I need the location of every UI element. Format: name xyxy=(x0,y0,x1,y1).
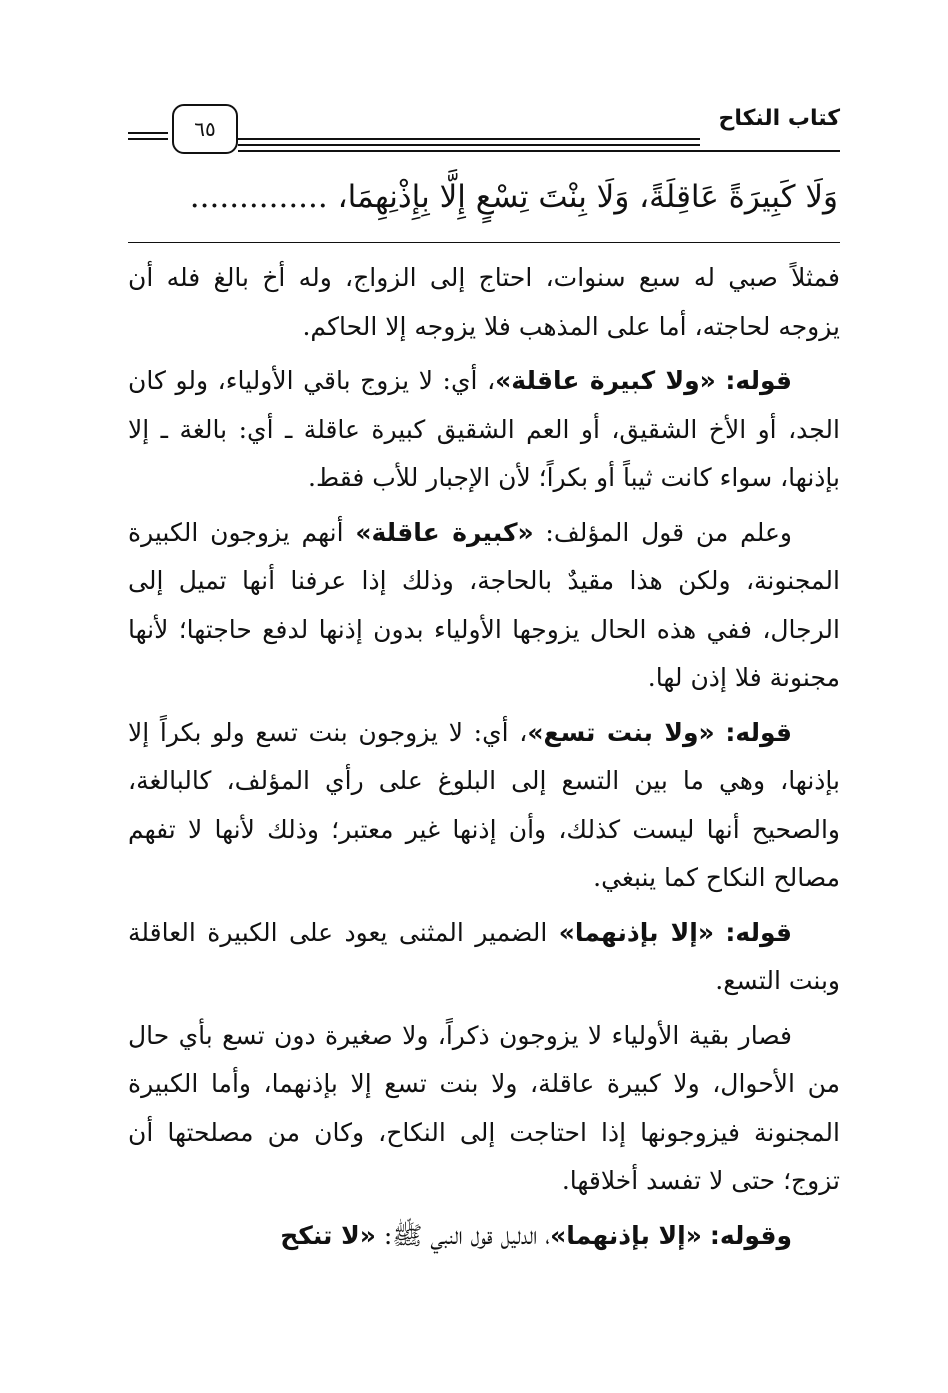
paragraph-6 xyxy=(128,1012,840,1206)
paragraph-4 xyxy=(128,709,840,903)
header-rule-middle xyxy=(238,144,700,146)
quoted-matn: «كبيرة عاقلة» xyxy=(355,517,534,547)
header-rule-bottom xyxy=(238,150,840,152)
paragraph-text: فمثلاً صبي له سبع سنوات، احتاج إلى الزواج، وله أخ بالغ فله أن يزوجه لحاجته، أما على المذهب فلا يزوجه إلا الحاكم. xyxy=(128,263,840,341)
matn-text: وَلَا كَبِيرَةً عَاقِلَةً، وَلَا بِنْتَ تِسْعٍ إِلَّا بِإِذْنِهِمَا، .............. xyxy=(189,179,838,215)
paragraph-text: ، الدليل قول النبي ﷺ: xyxy=(375,1220,551,1250)
header-rule-left-2 xyxy=(128,138,168,140)
matn-separator xyxy=(128,242,840,243)
quoted-matn: «ولا بنت تسع» xyxy=(527,717,715,747)
paragraph-7 xyxy=(128,1212,840,1261)
page-number: ٦٥ xyxy=(172,104,238,154)
paragraph-text: أنهم يزوجون الكبيرة المجنونة، ولكن هذا مقيدٌ بالحاجة، وذلك إذا عرفنا أنها تميل إلى الرجال، ففي هذه الحال يزوجها الأولياء بدون إذنها لدفع حاجتها؛ لأنها مجنونة فلا إذن لها. xyxy=(128,517,840,692)
paragraph-text-before: وعلم من قول المؤلف: xyxy=(533,517,792,547)
commentary-body xyxy=(128,254,840,1266)
lead-word: قوله: xyxy=(725,366,792,395)
paragraph-5 xyxy=(128,909,840,1006)
paragraph-3 xyxy=(128,509,840,703)
paragraph-text: ، أي: لا يزوجون بنت تسع ولو بكراً إلا بإذنها، وهي ما بين التسع إلى البلوغ على رأي المؤلف، كالبالغة، والصحيح أنها ليست كذلك، وأن إذنها غير معتبر؛ وذلك لأنها لا تفهم مصالح النكاح كما ينبغي. xyxy=(128,717,840,892)
quoted-matn: «إلا بإذنهما» xyxy=(550,1220,702,1250)
running-title: كتاب النكاح xyxy=(718,106,840,131)
page-header xyxy=(128,104,840,154)
paragraph-text: ، أي: لا يزوج باقي الأولياء، ولو كان الجد، أو الأخ الشقيق، أو العم الشقيق كبيرة عاقلة ـ أي: بالغة ـ إلا بإذنها، سواء كانت ثيباً أو بكراً؛ لأن الإجبار للأب فقط. xyxy=(128,366,840,492)
header-rule-top xyxy=(238,138,700,140)
paragraph-text: فصار بقية الأولياء لا يزوجون ذكراً، ولا صغيرة دون تسع بأي حال من الأحوال، ولا كبيرة عاقلة، ولا بنت تسع إلا بإذنهما، وأما الكبيرة المجنونة فيزوجونها إذا احتاجت إلى النكاح، وكان من مصلحتها أن تزوج؛ حتى لا تفسد أخلاقها. xyxy=(128,1020,840,1195)
header-rule-left-1 xyxy=(128,132,168,134)
quoted-hadith: «لا تنكح xyxy=(280,1220,376,1250)
paragraph-2 xyxy=(128,357,840,503)
lead-word: قوله: xyxy=(725,917,792,947)
lead-word: قوله: xyxy=(725,717,792,747)
lead-word: وقوله: xyxy=(709,1220,792,1250)
quoted-matn: «ولا كبيرة عاقلة» xyxy=(495,366,716,395)
quoted-matn: «إلا بإذنهما» xyxy=(558,917,714,947)
paragraph-text: الضمير المثنى يعود على الكبيرة العاقلة وبنت التسع. xyxy=(128,917,840,995)
paragraph-1 xyxy=(128,254,840,351)
